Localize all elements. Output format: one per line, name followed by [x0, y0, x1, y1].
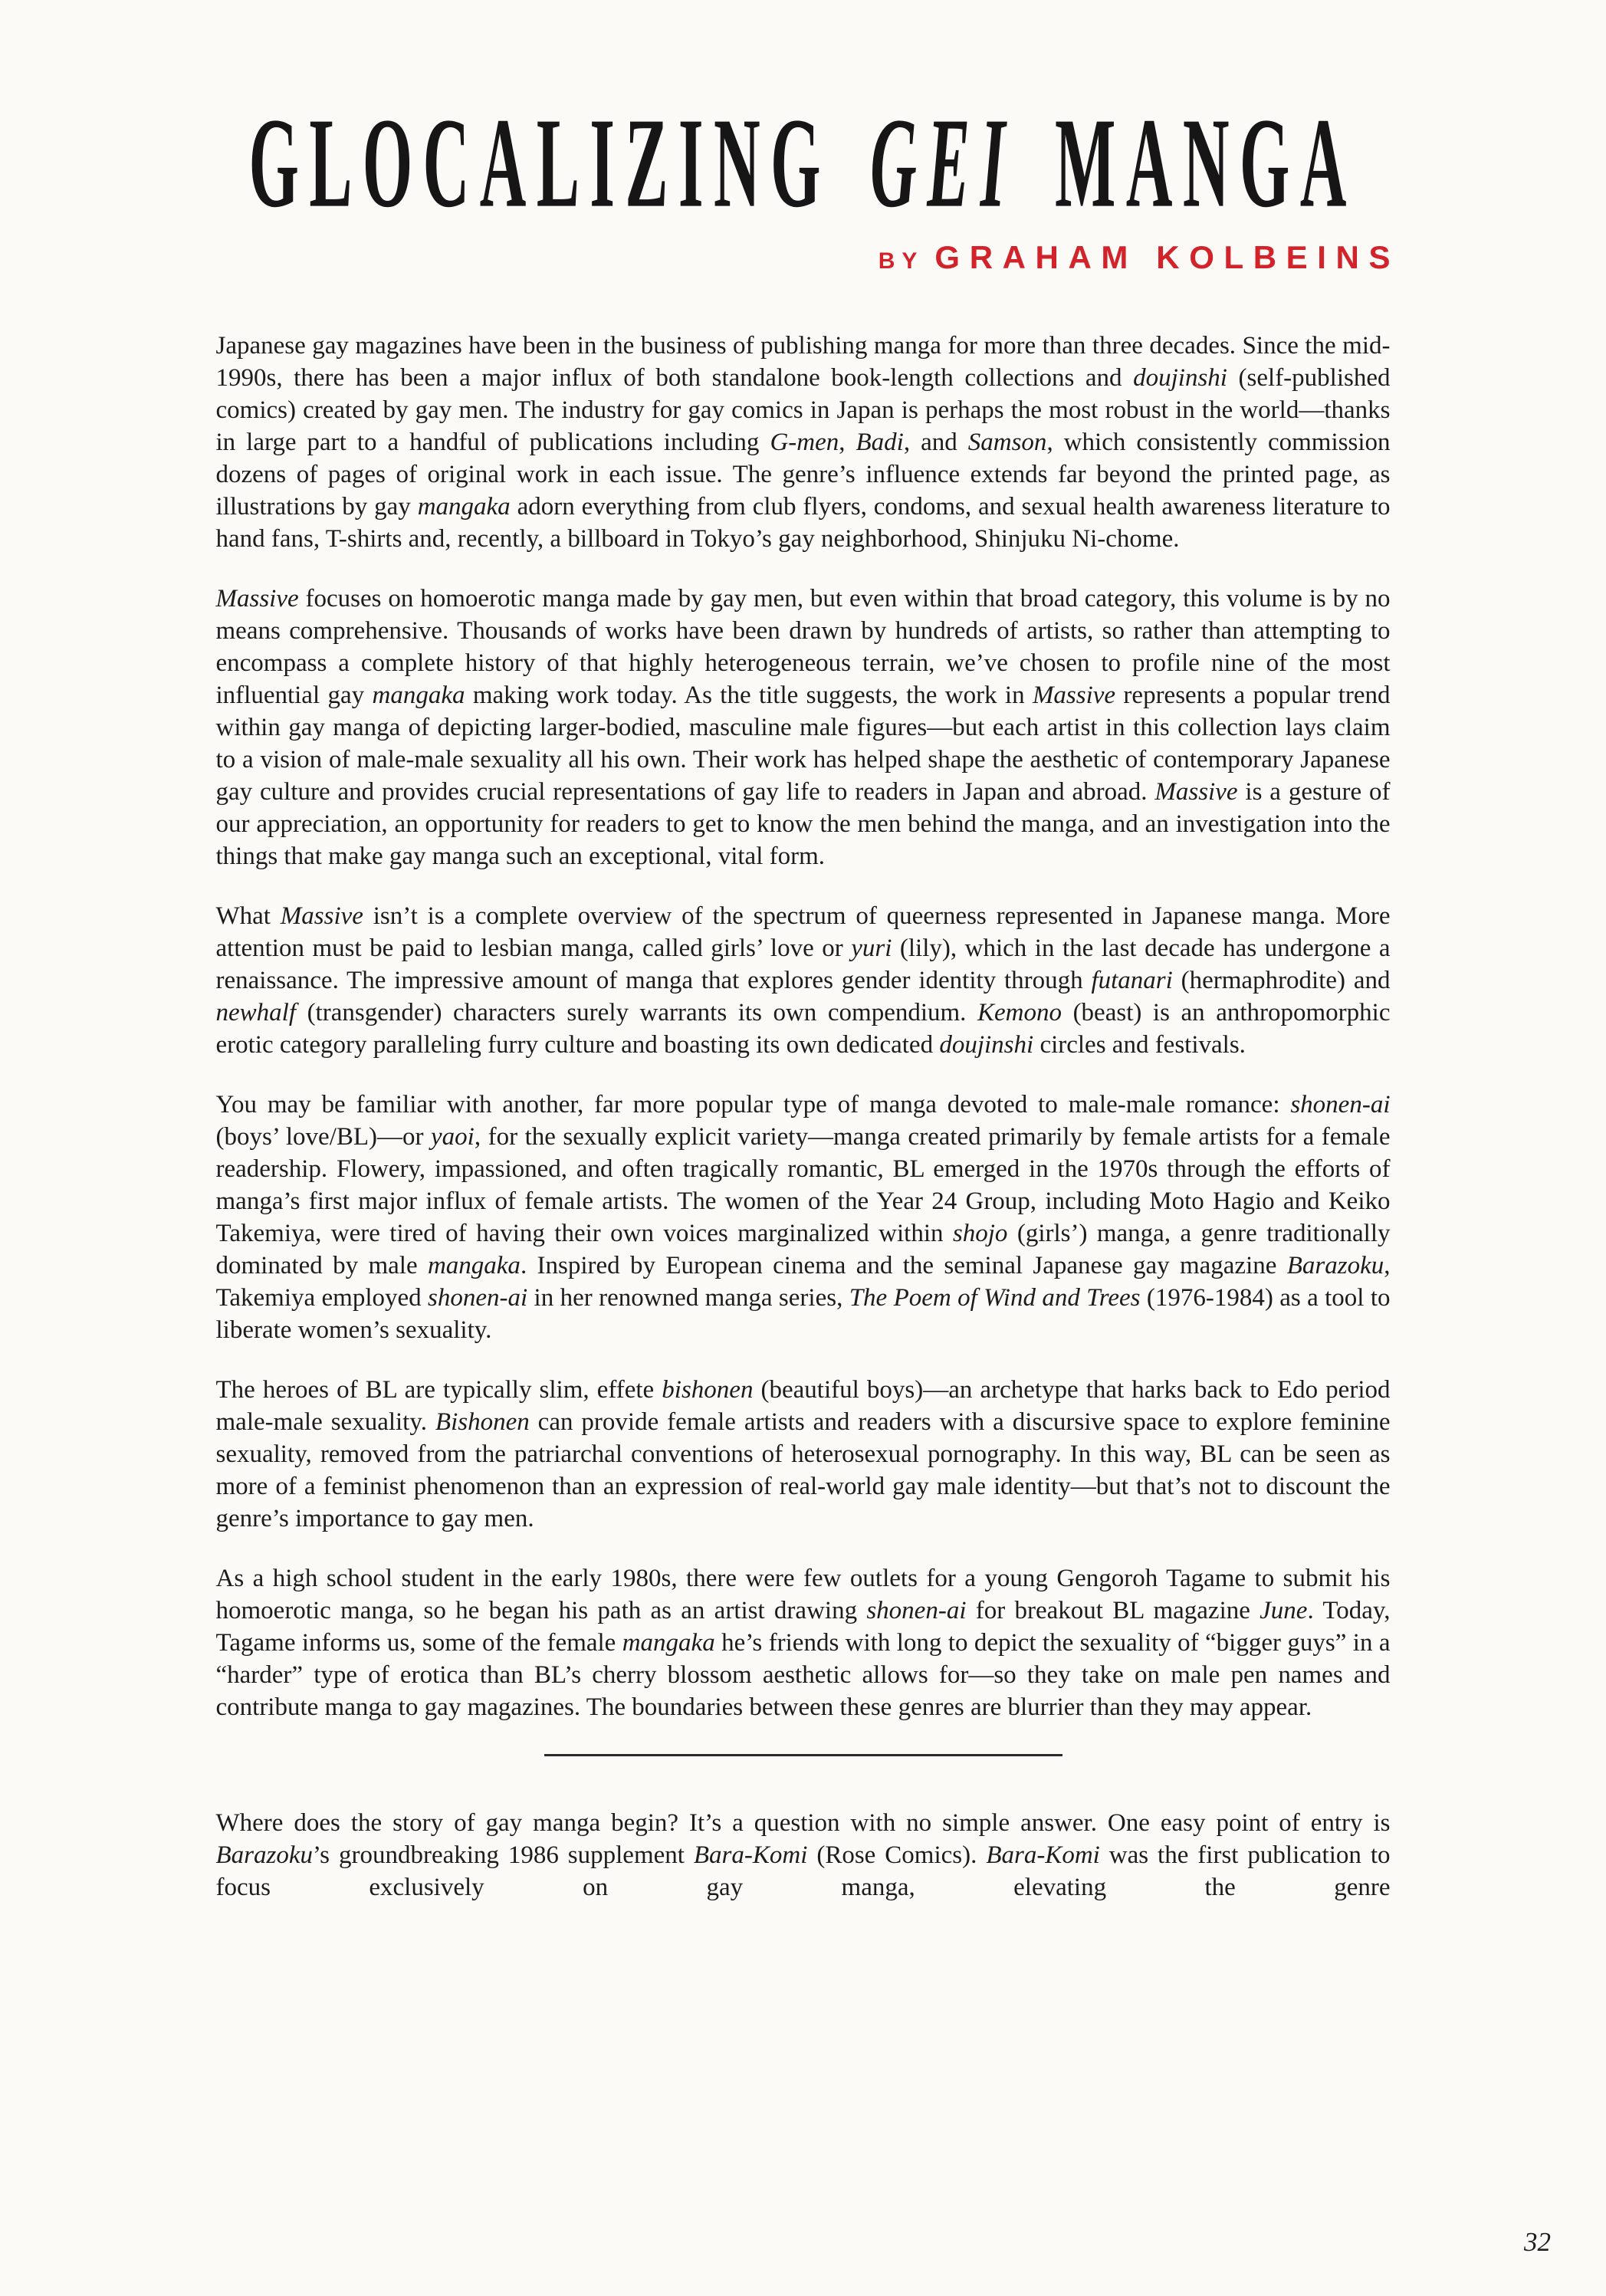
paragraph: What Massive isn’t is a complete overview of the spectrum of queerness represented in Japanese manga. More attention must be paid to lesbian manga, called girls’ love or yuri (lily), which in the last decade has undergone a renaissance. The impressive amount of manga that explores gender identity through futanari (hermaphrodite) and newhalf (transgender) characters surely warrants its own compendium. Kemono (beast) is an anthropomorphic erotic category paralleling furry culture and boasting its own dedicated doujinshi circles and festivals. [215, 902, 1391, 1059]
article-body [216, 330, 1391, 1903]
paragraph: Where does the story of gay manga begin? It’s a question with no simple answer. One easy point of entry is Barazoku’s groundbreaking 1986 supplement Bara-Komi (Rose Comics). Bara-Komi was the first publication to focus exclusively on gay manga, elevating the genre [215, 1809, 1391, 1901]
article-section-main [216, 330, 1391, 1723]
title-row [216, 14, 1391, 235]
section-divider-rule [544, 1754, 1062, 1756]
article-header [216, 14, 1401, 284]
article-section-continued [216, 1807, 1391, 1903]
page-number: 32 [1524, 2227, 1551, 2257]
byline-prefix: BY [878, 248, 925, 274]
paragraph: Japanese gay magazines have been in the business of publishing manga for more than three decades. Since the mid-1990s, there has been a major influx of both standalone book-length collections and doujinshi (self-published comics) created by gay men. The industry for gay comics in Japan is perhaps the most robust in the world—thanks in large part to a handful of publications including G-men, Badi, and Samson, which consistently commission dozens of pages of original work in each issue. The genre’s influence extends far beyond the printed page, as illustrations by gay mangaka adorn everything from club flyers, condoms, and sexual health awareness literature to hand fans, T-shirts and, recently, a billboard in Tokyo’s gay neighborhood, Shinjuku Ni-chome. [215, 332, 1391, 553]
paragraph: As a high school student in the early 1980s, there were few outlets for a young Gengoroh Tagame to submit his homoerotic manga, so he began his path as an artist drawing shonen-ai for breakout BL magazine June. Today, Tagame informs us, some of the female mangaka he’s friends with long to depict the sexuality of “bigger guys” in a “harder” type of erotica than BL’s cherry blossom aesthetic allows for—so they take on male pen names and contribute manga to gay magazines. The boundaries between these genres are blurrier than they may appear. [215, 1565, 1391, 1721]
title-segment: GLOCALIZING [248, 93, 871, 235]
paragraph: Massive focuses on homoerotic manga made by gay men, but even within that broad category, this volume is by no means comprehensive. Thousands of works have been drawn by hundreds of artists, so rather than attempting to encompass a complete history of that highly heterogeneous terrain, we’ve chosen to profile nine of the most influential gay mangaka making work today. As the title suggests, the work in Massive represents a popular trend within gay manga of depicting larger-bodied, masculine male figures—but each artist in this collection lays claim to a vision of male-male sexuality all his own. Their work has helped shape the aesthetic of contemporary Japanese gay culture and provides crucial representations of gay life to readers in Japan and abroad. Massive is a gesture of our appreciation, an opportunity for readers to get to know the men behind the manga, and an investigation into the things that make gay manga such an exceptional, vital form. [215, 585, 1391, 870]
byline [216, 239, 1401, 284]
title-segment-italic: GEI [870, 93, 1016, 235]
text-column [215, 14, 1401, 1903]
paragraph: You may be familiar with another, far more popular type of manga devoted to male-male romance: shonen-ai (boys’ love/BL)—or yaoi, for the sexually explicit variety—manga created primarily by female artists for a female readership. Flowery, impassioned, and often tragically romantic, BL emerged in the 1970s through the efforts of manga’s first major influx of female artists. The women of the Year 24 Group, including Moto Hagio and Keiko Takemiya, were tired of having their own voices marginalized within shojo (girls’) manga, a genre traditionally dominated by male mangaka. Inspired by European cinema and the seminal Japanese gay magazine Barazoku, Takemiya employed shonen-ai in her renowned manga series, The Poem of Wind and Trees (1976-1984) as a tool to liberate women’s sexuality. [215, 1091, 1391, 1344]
title-segment: MANGA [1016, 93, 1358, 235]
paragraph: The heroes of BL are typically slim, effete bishonen (beautiful boys)—an archetype that harks back to Edo period male-male sexuality. Bishonen can provide female artists and readers with a discursive space to explore feminine sexuality, removed from the patriarchal conventions of heterosexual pornography. In this way, BL can be seen as more of a feminist phenomenon than an expression of real-world gay male identity—but that’s not to discount the genre’s importance to gay men. [215, 1376, 1391, 1532]
byline-author: GRAHAM KOLBEINS [934, 239, 1401, 275]
article-title [248, 93, 1358, 235]
